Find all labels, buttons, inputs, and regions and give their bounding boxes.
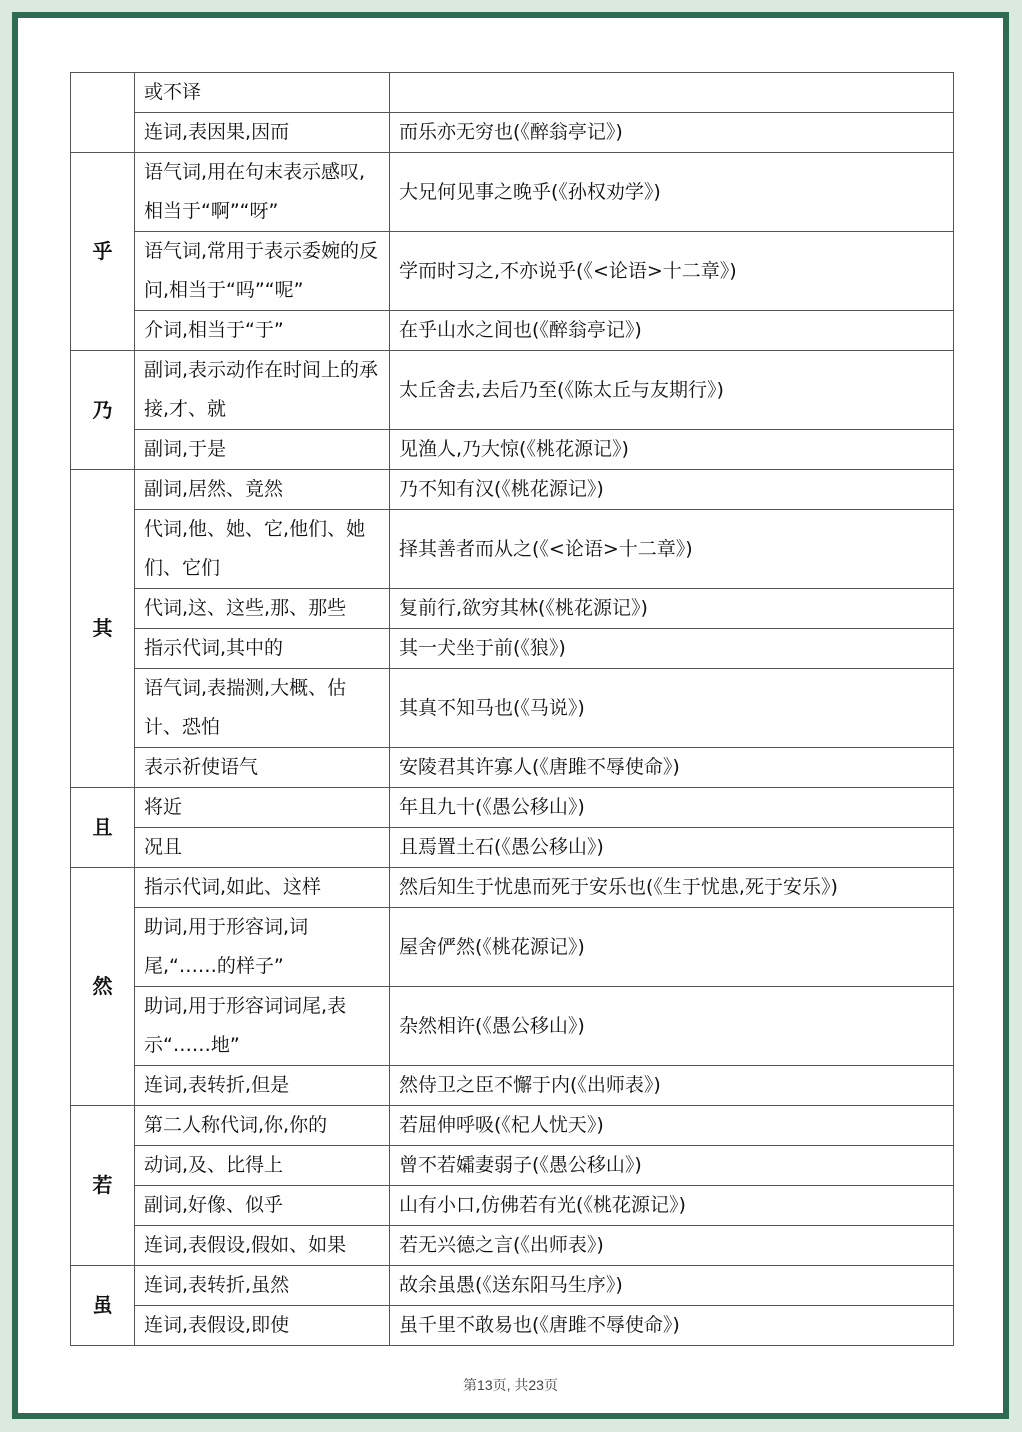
meaning-cell: 代词,这、这些,那、那些: [135, 589, 390, 629]
table-row: [71, 589, 954, 629]
meaning-cell: 连词,表转折,虽然: [135, 1266, 390, 1306]
meaning-cell: 连词,表因果,因而: [135, 113, 390, 153]
example-cell: 虽千里不敢易也(《唐雎不辱使命》): [390, 1306, 954, 1346]
headword-cell: 然: [71, 868, 135, 1106]
example-cell: 大兄何见事之晚乎(《孙权劝学》): [390, 153, 954, 232]
meaning-cell: 副词,表示动作在时间上的承接,才、就: [135, 351, 390, 430]
table-row: [71, 1066, 954, 1106]
example-cell: [390, 73, 954, 113]
example-cell: 若屈伸呼吸(《杞人忧天》): [390, 1106, 954, 1146]
example-cell: 然侍卫之臣不懈于内(《出师表》): [390, 1066, 954, 1106]
table-row: [71, 868, 954, 908]
meaning-cell: 将近: [135, 788, 390, 828]
meaning-cell: 副词,居然、竟然: [135, 470, 390, 510]
meaning-cell: 语气词,表揣测,大概、估计、恐怕: [135, 669, 390, 748]
example-cell: 其一犬坐于前(《狼》): [390, 629, 954, 669]
meaning-cell: 助词,用于形容词,词尾,“……的样子”: [135, 908, 390, 987]
table-row: [71, 908, 954, 987]
example-cell: 乃不知有汉(《桃花源记》): [390, 470, 954, 510]
example-cell: 复前行,欲穷其林(《桃花源记》): [390, 589, 954, 629]
example-cell: 年且九十(《愚公移山》): [390, 788, 954, 828]
table-row: [71, 748, 954, 788]
meaning-cell: 介词,相当于“于”: [135, 311, 390, 351]
headword-cell: 乎: [71, 153, 135, 351]
meaning-cell: 第二人称代词,你,你的: [135, 1106, 390, 1146]
example-cell: 杂然相许(《愚公移山》): [390, 987, 954, 1066]
headword-cell: 乃: [71, 351, 135, 470]
table-row: [71, 510, 954, 589]
meaning-cell: 助词,用于形容词词尾,表示“……地”: [135, 987, 390, 1066]
meaning-cell: 语气词,用在句末表示感叹,相当于“啊”“呀”: [135, 153, 390, 232]
table-row: [71, 669, 954, 748]
example-cell: 安陵君其许寡人(《唐雎不辱使命》): [390, 748, 954, 788]
meaning-cell: 指示代词,如此、这样: [135, 868, 390, 908]
table-row: [71, 629, 954, 669]
meaning-cell: 指示代词,其中的: [135, 629, 390, 669]
page-frame: [12, 12, 1009, 1419]
example-cell: 见渔人,乃大惊(《桃花源记》): [390, 430, 954, 470]
example-cell: 然后知生于忧患而死于安乐也(《生于忧患,死于安乐》): [390, 868, 954, 908]
table-row: [71, 232, 954, 311]
table-row: [71, 351, 954, 430]
example-cell: 故余虽愚(《送东阳马生序》): [390, 1266, 954, 1306]
headword-cell: 且: [71, 788, 135, 868]
meaning-cell: 连词,表转折,但是: [135, 1066, 390, 1106]
table-row: [71, 113, 954, 153]
table-row: [71, 987, 954, 1066]
table-row: [71, 1306, 954, 1346]
headword-cell: 若: [71, 1106, 135, 1266]
vocabulary-table-body: [71, 73, 954, 1346]
meaning-cell: 动词,及、比得上: [135, 1146, 390, 1186]
table-row: [71, 153, 954, 232]
meaning-cell: 语气词,常用于表示委婉的反问,相当于“吗”“呢”: [135, 232, 390, 311]
table-row: [71, 1106, 954, 1146]
page-footer: 第13页, 共23页: [463, 1377, 558, 1393]
table-row: [71, 430, 954, 470]
table-row: [71, 828, 954, 868]
example-cell: 择其善者而从之(《<论语>十二章》): [390, 510, 954, 589]
meaning-cell: 副词,好像、似乎: [135, 1186, 390, 1226]
headword-cell: [71, 73, 135, 153]
meaning-cell: 副词,于是: [135, 430, 390, 470]
table-row: [71, 788, 954, 828]
meaning-cell: 或不译: [135, 73, 390, 113]
meaning-cell: 连词,表假设,假如、如果: [135, 1226, 390, 1266]
table-row: [71, 470, 954, 510]
meaning-cell: 代词,他、她、它,他们、她们、它们: [135, 510, 390, 589]
example-cell: 曾不若孀妻弱子(《愚公移山》): [390, 1146, 954, 1186]
example-cell: 太丘舍去,去后乃至(《陈太丘与友期行》): [390, 351, 954, 430]
example-cell: 屋舍俨然(《桃花源记》): [390, 908, 954, 987]
table-row: [71, 311, 954, 351]
vocabulary-table: [70, 72, 954, 1346]
headword-cell: 虽: [71, 1266, 135, 1346]
meaning-cell: 况且: [135, 828, 390, 868]
example-cell: 在乎山水之间也(《醉翁亭记》): [390, 311, 954, 351]
table-row: [71, 1226, 954, 1266]
example-cell: 而乐亦无穷也(《醉翁亭记》): [390, 113, 954, 153]
table-row: [71, 1146, 954, 1186]
table-row: [71, 1186, 954, 1226]
example-cell: 学而时习之,不亦说乎(《<论语>十二章》): [390, 232, 954, 311]
meaning-cell: 表示祈使语气: [135, 748, 390, 788]
headword-cell: 其: [71, 470, 135, 788]
example-cell: 且焉置土石(《愚公移山》): [390, 828, 954, 868]
example-cell: 山有小口,仿佛若有光(《桃花源记》): [390, 1186, 954, 1226]
example-cell: 若无兴德之言(《出师表》): [390, 1226, 954, 1266]
table-row: [71, 1266, 954, 1306]
table-row: [71, 73, 954, 113]
meaning-cell: 连词,表假设,即使: [135, 1306, 390, 1346]
example-cell: 其真不知马也(《马说》): [390, 669, 954, 748]
